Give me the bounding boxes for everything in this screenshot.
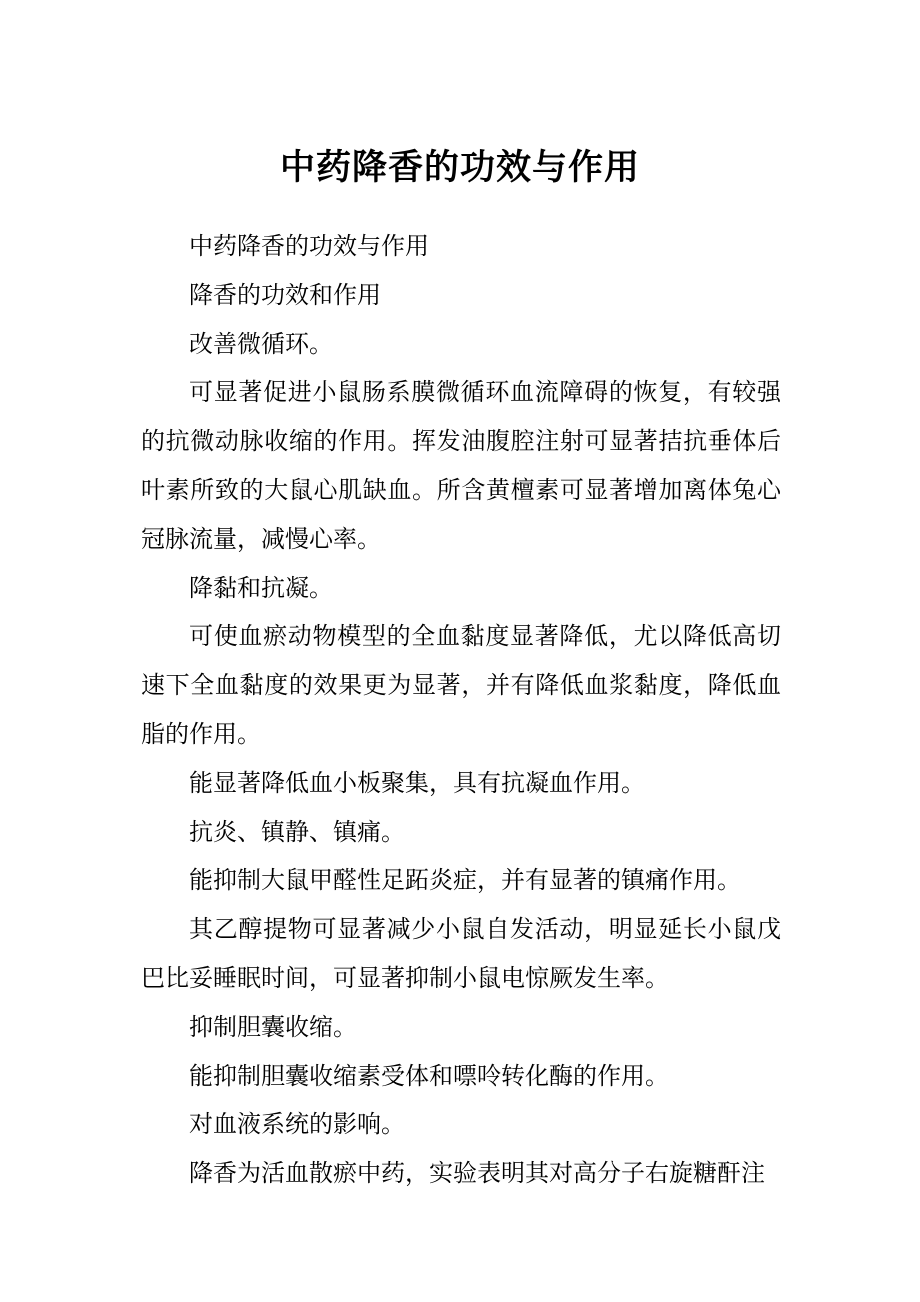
paragraph-inflammation-body: 能抑制大鼠甲醛性足跖炎症，并有显著的镇痛作用。 [189, 866, 741, 895]
document-body [141, 222, 781, 1198]
document-title: 中药降香的功效与作用 [279, 147, 640, 188]
paragraph-blood-system-heading: 对血液系统的影响。 [189, 1110, 405, 1139]
paragraph-viscosity-body: 可使血瘀动物模型的全血黏度显著降低，尤以降低高切速下全血黏度的效果更为显著，并有降低血浆黏度，降低血脂的作用。 [141, 622, 781, 748]
paragraph-sedation-body: 其乙醇提物可显著减少小鼠自发活动，明显延长小鼠戊巴比妥睡眠时间，可显著抑制小鼠电惊厥发生率。 [141, 915, 781, 992]
paragraph-microcirculation-heading: 改善微循环。 [189, 329, 333, 358]
paragraph-anti-inflammatory-heading: 抗炎、镇静、镇痛。 [189, 817, 405, 846]
paragraph-microcirculation-body: 可显著促进小鼠肠系膜微循环血流障碍的恢复，有较强的抗微动脉收缩的作用。挥发油腹腔注射可显著拮抗垂体后叶素所致的大鼠心肌缺血。所含黄檀素可显著增加离体兔心冠脉流量，减慢心率。 [141, 378, 781, 553]
paragraph-platelet-body: 能显著降低血小板聚集，具有抗凝血作用。 [189, 768, 645, 797]
paragraph-blood-system-body: 降香为活血散瘀中药，实验表明其对高分子右旋糖酐注 [189, 1159, 765, 1188]
paragraph-section-title: 降香的功效和作用 [189, 280, 381, 309]
paragraph-heading-repeat: 中药降香的功效与作用 [189, 232, 429, 260]
paragraph-gallbladder-body: 能抑制胆囊收缩素受体和嘌呤转化酶的作用。 [189, 1061, 669, 1090]
paragraph-gallbladder-heading: 抑制胆囊收缩。 [189, 1012, 357, 1041]
paragraph-anticoagulation-heading: 降黏和抗凝。 [189, 573, 333, 602]
